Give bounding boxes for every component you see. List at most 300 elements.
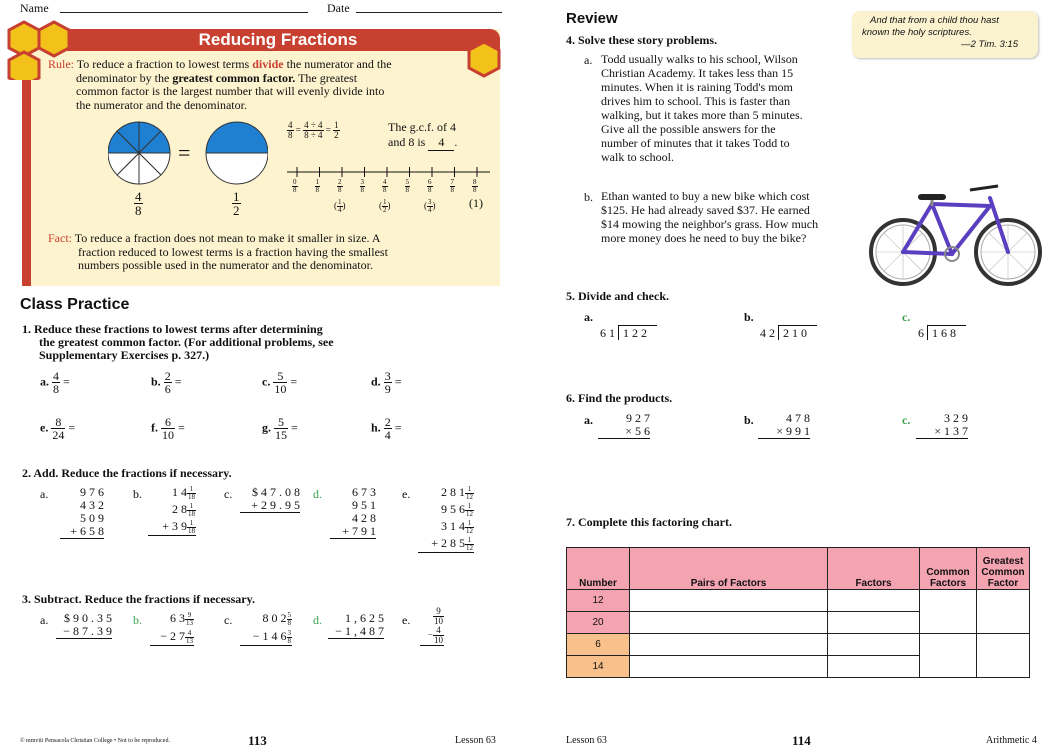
number-line-label [382, 179, 388, 194]
equals-sign: = [391, 374, 402, 389]
q3c-label: c. [224, 613, 233, 627]
q1-item[interactable] [40, 416, 75, 441]
denominator: 8 [287, 636, 291, 645]
item-label: a. [40, 374, 52, 389]
q2a-label: a. [40, 487, 49, 501]
q1-line: the greatest common factor. (For additional problems, see [39, 335, 334, 349]
denominator: 8 [360, 186, 364, 194]
item-label: a. [584, 413, 593, 427]
fraction: $\frac{8}{24}$ [52, 415, 65, 442]
denominator: 13 [186, 618, 193, 627]
fact-text [48, 232, 478, 273]
lesson-left: Lesson 63 [455, 735, 496, 746]
denominator: 8 [383, 186, 387, 194]
numerator: 5 [405, 178, 409, 186]
q2-title: 2. Add. Reduce the fractions if necessary. [22, 466, 232, 480]
whole: − 1 4 6 [252, 629, 287, 643]
q1-item[interactable] [262, 370, 297, 395]
q2e-row [418, 484, 474, 501]
number-line-equivalent: ( $\frac{3}{4}$ ) [424, 198, 436, 214]
pie-one-half [206, 122, 268, 184]
q2d-row: 4 2 8 [352, 511, 376, 525]
denominator: 18 [188, 492, 195, 501]
q4a-text [601, 52, 803, 164]
multiplier: × 1 3 7 [916, 425, 968, 439]
header-factors: Factors [828, 548, 920, 590]
rule-text-part: the numerator and the [283, 57, 392, 71]
review-title: Review [566, 10, 618, 27]
q1-item[interactable] [151, 416, 185, 441]
dividend: 2 1 0 [778, 325, 817, 340]
q3c-problem[interactable] [240, 609, 292, 646]
q2d-row: 9 5 1 [352, 498, 376, 512]
whole: + 3 9 [162, 519, 187, 533]
whole: + 2 8 5 [431, 536, 465, 550]
number-line-label [450, 179, 456, 194]
multiplication-problem[interactable] [598, 412, 650, 439]
numerator: 3 [287, 628, 291, 637]
equals-sign: = [288, 420, 298, 435]
fraction: $\frac{3}{9}$ [384, 369, 391, 396]
item-label: a. [584, 310, 593, 324]
fraction [465, 486, 474, 501]
hexagon-icon [9, 52, 39, 80]
numerator: 4 [433, 626, 444, 636]
gcf-cell[interactable] [977, 590, 1030, 634]
item-label: b. [744, 413, 754, 427]
q3d-row: − 1 , 4 8 7 [328, 625, 384, 639]
q2c-label: c. [224, 487, 233, 501]
chart-number-cell: 14 [567, 656, 630, 678]
q1-item[interactable] [151, 370, 181, 395]
verse-line: known the holy scriptures. [862, 27, 972, 38]
denominator: 18 [188, 509, 195, 518]
story-line: Ethan wanted to buy a new bike which cost [601, 189, 810, 203]
divisor: 6 1 [600, 326, 618, 340]
whole: 3 1 4 [441, 519, 465, 533]
denominator: 8 [405, 186, 409, 194]
rule-text-part: To reduce a fraction to lowest terms [76, 57, 253, 71]
fraction: $\frac{2}{4}$ [384, 415, 391, 442]
equals-sign: = [178, 140, 191, 165]
story-line: Give all the possible answers for the [601, 122, 776, 136]
rule-title: Reducing Fractions [198, 30, 358, 49]
fraction [187, 503, 196, 518]
q2c-row: + 2 9 . 9 5 [240, 499, 300, 513]
item-label: h. [371, 420, 384, 435]
denominator: 13 [186, 636, 193, 645]
factoring-chart [566, 547, 1030, 678]
numerator: 1 [465, 486, 474, 494]
equals-sign: = [287, 374, 298, 389]
denominator: 12 [466, 492, 473, 501]
division-problem[interactable] [744, 310, 817, 341]
q2b-problem[interactable] [148, 484, 196, 536]
fraction: $\frac{2}{6}$ [164, 369, 171, 396]
item-label: c. [262, 374, 274, 389]
handlebar [970, 186, 998, 190]
verse-box [852, 11, 1038, 58]
divisor: 6 [918, 326, 927, 340]
fraction [287, 612, 293, 627]
name-label: Name [20, 1, 49, 15]
dividend: 1 2 2 [618, 325, 657, 340]
denominator: 8 [293, 186, 297, 194]
pairs-cell[interactable] [630, 656, 828, 678]
chart-number-cell: 12 [567, 590, 630, 612]
q3a-label: a. [40, 613, 49, 627]
q3e-label: e. [402, 613, 411, 627]
fact-line: numbers possible used in the numerator and the denominator. [78, 258, 373, 272]
denominator: 12 [466, 543, 473, 552]
q4b-text [601, 189, 818, 245]
reduction-equation [287, 121, 340, 140]
item-label: g. [262, 420, 274, 435]
numerator: 4 ÷ 4 [304, 120, 323, 130]
pie-four-eighths [108, 122, 170, 184]
q3c-row [240, 627, 292, 646]
factors-cell[interactable] [828, 612, 920, 634]
rule-text [48, 58, 468, 112]
q3c-row [240, 609, 292, 627]
denominator: 10 [434, 635, 443, 645]
number-line-label [427, 179, 433, 194]
number-line-equivalent: (1) [469, 196, 483, 210]
factors-cell[interactable] [828, 634, 920, 656]
q2d-problem[interactable] [330, 486, 376, 539]
whole: 1 4 [172, 485, 187, 499]
q2a-row: 9 7 6 [80, 485, 104, 499]
story-line: walk to school. [601, 150, 674, 164]
numerator: 1 [187, 486, 196, 494]
story-line: drives him to school. This is faster than [601, 94, 791, 108]
q2b-row [148, 484, 196, 501]
story-line: walking, but it takes more than 5 minutes. [601, 108, 803, 122]
q5-title: 5. Divide and check. [566, 289, 670, 303]
fraction: $\frac{4}{8}$ [53, 369, 59, 396]
equals-sign: = [60, 374, 70, 389]
copyright: © mmviii Pensacola Christian College • Not to be reproduced. [20, 738, 170, 744]
item-label: b. [744, 310, 754, 324]
pairs-cell[interactable] [630, 612, 828, 634]
numerator: 6 [428, 178, 432, 186]
denominator: 8 [338, 186, 342, 194]
fraction [465, 537, 474, 552]
hexagon-icon [39, 22, 69, 56]
rule-text-part: denominator by the [76, 70, 173, 85]
numerator: 1 [187, 503, 196, 511]
q3-title: 3. Subtract. Reduce the fractions if necessary. [22, 592, 255, 606]
q3e-row [420, 607, 444, 626]
story-line: Todd usually walks to his school, Wilson [601, 52, 798, 66]
multiplier: × 9 9 1 [758, 425, 810, 439]
equals-sign: = [171, 374, 182, 389]
q3a-row: − 8 7 . 3 9 [56, 625, 112, 639]
chart-number-cell: 20 [567, 612, 630, 634]
q1-line: 1. Reduce these fractions to lowest terms after determining [22, 322, 323, 336]
fraction [185, 612, 194, 627]
q1-item[interactable] [371, 416, 401, 441]
q4-title: 4. Solve these story problems. [566, 33, 718, 47]
chart-number-cell: 6 [567, 634, 630, 656]
q3d-label: d. [313, 613, 322, 627]
page-number-left: 113 [248, 733, 267, 748]
story-line: $125. He had already saved $37. He earned [601, 203, 810, 217]
equals-sign: = [391, 420, 402, 435]
rule-text-part: common factor is the largest number that will evenly divide into [76, 84, 385, 98]
numerator: 5 [287, 610, 291, 619]
q2e-row [418, 501, 474, 518]
numerator: 1 [315, 178, 319, 186]
header-number: Number [567, 548, 630, 590]
q3b-row [150, 609, 194, 627]
numerator: 4 [135, 189, 142, 204]
lesson-right: Lesson 63 [566, 735, 607, 746]
date-line[interactable] [356, 12, 502, 13]
factors-cell[interactable] [828, 590, 920, 612]
numerator: 1 [465, 537, 474, 545]
divisor: 4 2 [760, 326, 778, 340]
multiplication-problem[interactable] [916, 412, 968, 439]
q2b-label: b. [133, 487, 142, 501]
numerator: 1 [334, 120, 339, 130]
division-problem[interactable] [902, 310, 966, 341]
q3b-row [150, 627, 194, 646]
number-line-label [472, 179, 478, 194]
header-pairs: Pairs of Factors [630, 548, 828, 590]
fraction [287, 630, 293, 645]
q3d-problem[interactable] [328, 612, 384, 639]
q2d-label: d. [313, 487, 322, 501]
numerator: 1 [233, 189, 240, 204]
fraction [465, 520, 474, 535]
header-gcf: Greatest Common Factor [977, 548, 1030, 590]
denominator: 8 [315, 186, 319, 194]
fact-label: Fact: [48, 231, 72, 245]
multiplicand: 4 7 8 [786, 411, 810, 425]
q7-title: 7. Complete this factoring chart. [566, 515, 732, 529]
denominator: 2 [233, 203, 240, 218]
q4b-label: b. [584, 190, 593, 204]
denominator: 8 [287, 618, 291, 627]
q2a-problem[interactable] [60, 486, 104, 539]
q2e-row [418, 535, 474, 553]
gcf-line2: and 8 is [388, 135, 429, 149]
fact-line: To reduce a fraction does not mean to make it smaller in size. A [74, 231, 381, 245]
story-line: number of minutes that it takes Todd to [601, 136, 790, 150]
gcf-line1: The g.c.f. of 4 [388, 120, 456, 134]
book-title: Arithmetic 4 [986, 735, 1037, 746]
numerator: 4 [185, 630, 194, 638]
item-label: b. [151, 374, 164, 389]
common-cell[interactable] [920, 634, 977, 678]
story-line: Christian Academy. It takes less than 15 [601, 66, 794, 80]
number-line-label [360, 179, 366, 194]
q3b-problem[interactable] [150, 609, 194, 646]
whole: − 2 7 [160, 629, 185, 643]
number-line-label [315, 179, 321, 194]
numerator: 9 [433, 607, 444, 617]
denominator: 12 [466, 526, 473, 535]
numerator: 2 [338, 178, 342, 186]
q1-item[interactable] [262, 416, 298, 441]
q2c-row: $ 4 7 . 0 8 [252, 485, 300, 499]
story-line: more money does he need to buy the bike? [601, 231, 807, 245]
fraction: $\frac{5}{15}$ [275, 415, 287, 442]
eq-sign: = [325, 124, 331, 135]
gcf-cell[interactable] [977, 634, 1030, 678]
q2e-problem[interactable] [418, 484, 474, 553]
number-line-label [337, 179, 343, 194]
whole: 2 8 [172, 502, 187, 516]
story-line: minutes. When it is raining Todd's mom [601, 80, 793, 94]
whole: 8 0 2 [262, 611, 287, 625]
numerator: 3 [360, 178, 364, 186]
item-label: f. [151, 420, 161, 435]
numerator: 1 [465, 503, 474, 511]
denominator: 8 [135, 203, 142, 218]
denominator: 2 [334, 130, 339, 140]
numerator: 4 [288, 120, 293, 130]
bicycle-image [866, 180, 1046, 295]
q1-item[interactable] [40, 370, 70, 395]
gcf-statement [388, 120, 457, 151]
numerator: 9 [185, 612, 194, 620]
q1-instructions [22, 323, 334, 362]
q3a-row: $ 9 0 . 3 5 [64, 611, 112, 625]
page-number-right: 114 [792, 733, 811, 748]
fraction [465, 503, 474, 518]
minus-sign: − [427, 629, 433, 640]
item-label: c. [902, 413, 911, 427]
q3e-row [420, 626, 444, 646]
multiplicand: 3 2 9 [944, 411, 968, 425]
q2c-problem[interactable] [240, 486, 300, 513]
q3b-label: b. [133, 613, 142, 627]
number-line-equivalent: ( $\frac{1}{2}$ ) [379, 198, 391, 214]
q2e-label: e. [402, 487, 411, 501]
multiplicand: 9 2 7 [626, 411, 650, 425]
number-line-label [292, 179, 298, 194]
q6-title: 6. Find the products. [566, 391, 673, 405]
q3d-row: 1 , 6 2 5 [345, 611, 384, 625]
pie-slice [206, 122, 268, 153]
multiplier: × 5 6 [598, 425, 650, 439]
gcf-period: . [454, 135, 458, 149]
q2a-row: 4 3 2 [80, 498, 104, 512]
name-line[interactable] [60, 12, 308, 13]
q2b-row [148, 518, 196, 536]
fraction [187, 520, 196, 535]
fraction: $\frac{6}{10}$ [162, 415, 174, 442]
numerator: 1 [465, 520, 474, 528]
dividend: 1 6 8 [927, 325, 966, 340]
q1-line: Supplementary Exercises p. 327.) [39, 348, 210, 362]
q3a-problem[interactable] [56, 612, 112, 639]
class-practice-title: Class Practice [20, 296, 130, 313]
fraction [187, 486, 196, 501]
number-line-label [405, 179, 411, 194]
pie-left-fraction [134, 190, 143, 217]
hexagon-decoration-right [466, 40, 506, 80]
q2a-row: + 6 5 8 [60, 525, 104, 539]
fraction [185, 630, 194, 645]
rule-bold-divide: divide [252, 57, 284, 71]
q2d-row: 6 7 3 [352, 485, 376, 499]
q2a-row: 5 0 9 [80, 511, 104, 525]
denominator: 8 [288, 130, 293, 140]
equals-sign: = [65, 420, 76, 435]
pie-right-fraction [232, 190, 241, 217]
fraction [433, 626, 444, 645]
item-label: c. [902, 310, 911, 324]
pie-slice [206, 153, 268, 184]
whole: 6 3 [170, 611, 185, 625]
rule-text-part: the numerator and the denominator. [76, 97, 247, 112]
hexagon-icon [469, 42, 499, 76]
numerator: 7 [450, 178, 454, 186]
date-label: Date [327, 1, 350, 15]
rule-bold-gcf: greatest common factor. [172, 70, 296, 85]
fraction [433, 607, 444, 626]
rule-label: Rule: [48, 57, 74, 71]
multiplication-problem[interactable] [758, 412, 810, 439]
story-line: $14 mowing the neighbor's grass. How much [601, 217, 819, 231]
denominator: 8 [450, 186, 454, 194]
denominator: 8 ÷ 4 [304, 130, 323, 140]
gcf-answer: 4 [428, 135, 454, 151]
verse-line: And that from a child thou hast [870, 15, 999, 26]
whole: 2 8 1 [441, 485, 465, 499]
denominator: 10 [434, 616, 443, 626]
numerator: 0 [293, 178, 297, 186]
fraction [303, 121, 323, 140]
item-label: e. [40, 420, 52, 435]
division-problem[interactable] [584, 310, 657, 341]
pairs-cell[interactable] [630, 634, 828, 656]
fraction: $\frac{5}{10}$ [274, 369, 287, 396]
whole: 9 5 6 [441, 502, 465, 516]
numerator: 8 [473, 178, 477, 186]
rule-title-bar [56, 29, 500, 51]
equals-sign: = [175, 420, 185, 435]
fraction [287, 121, 294, 140]
numerator: 1 [187, 520, 196, 528]
denominator: 18 [188, 526, 195, 535]
q3e-problem[interactable] [420, 607, 444, 646]
q1-item[interactable] [371, 370, 401, 395]
q2d-row: + 7 9 1 [330, 525, 376, 539]
number-line-equivalent: ( $\frac{1}{4}$ ) [334, 198, 346, 214]
common-cell[interactable] [920, 590, 977, 634]
verse-reference: —2 Tim. 3:15 [961, 39, 1018, 50]
rule-text-part: The greatest [295, 70, 358, 85]
fraction [333, 121, 340, 140]
header-common: Common Factors [920, 548, 977, 590]
pairs-cell[interactable] [630, 590, 828, 612]
numerator: 4 [383, 178, 387, 186]
item-label: d. [371, 374, 384, 389]
factors-cell[interactable] [828, 656, 920, 678]
denominator: 12 [466, 509, 473, 518]
denominator: 8 [428, 186, 432, 194]
q4a-label: a. [584, 53, 593, 67]
fact-line: fraction reduced to lowest terms is a fraction having the smallest [78, 244, 388, 259]
denominator: 8 [473, 186, 477, 194]
q2e-row [418, 518, 474, 535]
q2b-row [148, 501, 196, 518]
seat [918, 194, 946, 200]
